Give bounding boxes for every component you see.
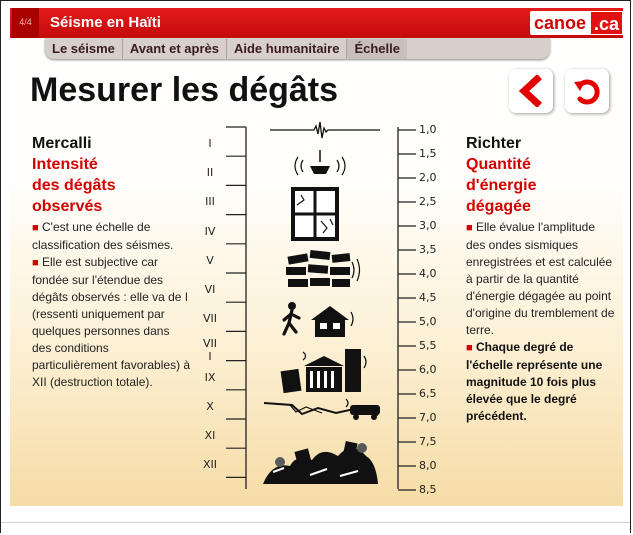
bullet-square-icon: ■ — [32, 257, 39, 269]
canoe-logo[interactable] — [530, 11, 623, 35]
mercalli-level-label: V — [206, 253, 214, 267]
bullet-square-icon: ■ — [466, 222, 473, 234]
richter-ticks — [398, 130, 416, 490]
previous-button[interactable] — [509, 69, 553, 113]
richter-column — [466, 133, 616, 425]
scale-graphic — [190, 120, 480, 500]
mercalli-level-label: VII — [202, 312, 217, 326]
brick-wall-icon — [286, 250, 360, 287]
mercalli-title: Mercalli — [32, 135, 92, 152]
slide-counter: 4/4 — [12, 8, 39, 38]
richter-bullet-1 — [466, 219, 616, 339]
falling-buildings-icon — [281, 349, 366, 393]
shaking-lamp-icon — [295, 150, 345, 175]
tab-le-seisme[interactable]: Le séisme — [45, 39, 123, 59]
richter-bullet-2 — [466, 339, 616, 425]
tab-bar — [45, 38, 550, 59]
richter-level-label: 8,5 — [419, 483, 437, 496]
ruins-icon — [263, 441, 378, 484]
seismograph-line-icon — [270, 122, 380, 138]
mercalli-level-label-wrap: I — [208, 350, 212, 364]
running-person-house-icon — [284, 302, 353, 337]
mercalli-level-label: II — [206, 166, 214, 180]
richter-level-label: 1,0 — [419, 123, 437, 136]
app-title: Séisme en Haïti — [50, 14, 161, 31]
mercalli-level-label: I — [208, 137, 212, 150]
mercalli-bullet-2-text: Elle est subjective car fondée sur l'étendue des dégâts observés : elle va de I (ressenti uniquement par quelques personnes dans des conditions particulièrement favorables) à XII (destruction totale). — [32, 255, 191, 389]
mercalli-subtitle-2: des dégâts — [32, 177, 116, 194]
mercalli-level-label: VII — [202, 337, 217, 351]
bullet-square-icon: ■ — [466, 342, 473, 354]
mercalli-level-label: III — [205, 195, 215, 209]
tab-echelle[interactable]: Échelle — [347, 39, 407, 59]
richter-level-label: 7,5 — [419, 435, 437, 448]
brand-text-canoe: canoe — [530, 11, 590, 35]
richter-subtitle-3: dégagée — [466, 198, 531, 215]
brand-text-ca: .ca — [590, 11, 623, 35]
mercalli-subtitle-3: observés — [32, 198, 103, 215]
richter-level-label: 8,0 — [419, 459, 437, 472]
richter-level-label: 3,5 — [419, 243, 437, 256]
richter-level-label: 2,5 — [419, 195, 437, 208]
chevron-left-icon — [515, 75, 547, 107]
cracked-road-car-icon — [264, 399, 380, 420]
richter-level-label: 5,0 — [419, 315, 437, 328]
richter-level-label: 5,5 — [419, 339, 437, 352]
richter-level-label: 2,0 — [419, 171, 437, 184]
mercalli-level-label: IV — [204, 224, 216, 238]
mercalli-subtitle-1: Intensité — [32, 156, 98, 173]
richter-level-label: 4,0 — [419, 267, 437, 280]
tab-avant-apres[interactable]: Avant et après — [123, 39, 227, 59]
mercalli-level-label: IX — [204, 370, 216, 384]
mercalli-bullet-2 — [32, 254, 192, 391]
richter-bullet-1-text: Elle évalue l'amplitude des ondes sismiques enregistrées et est calculée à partir de la quantité d'énergie dégagée au point d'origine du tremblement de terre. — [466, 220, 615, 337]
intensity-scale — [190, 120, 480, 500]
richter-level-label: 1,5 — [419, 147, 437, 160]
richter-level-label: 4,5 — [419, 291, 437, 304]
cracked-window-icon — [293, 189, 337, 239]
restart-button[interactable] — [565, 69, 609, 113]
page-title: Mesurer les dégâts — [30, 71, 339, 109]
richter-level-label: 7,0 — [419, 411, 437, 424]
mercalli-level-label: VI — [204, 283, 216, 296]
richter-level-label: 3,0 — [419, 219, 437, 232]
mercalli-bullet-1-text: C'est une échelle de classification des séismes. — [32, 220, 174, 252]
bullet-square-icon: ■ — [32, 222, 39, 234]
mercalli-level-label: XII — [202, 458, 218, 472]
richter-title: Richter — [466, 135, 522, 152]
mercalli-ticks — [226, 127, 246, 477]
bottom-bar — [1, 522, 630, 533]
replay-icon — [571, 75, 603, 107]
tab-aide-humanitaire[interactable]: Aide humanitaire — [227, 39, 347, 59]
mercalli-column — [32, 133, 192, 391]
richter-level-label: 6,0 — [419, 363, 437, 376]
mercalli-bullet-1 — [32, 219, 192, 254]
richter-subtitle-1: Quantité — [466, 156, 531, 173]
mercalli-level-label: X — [206, 399, 214, 413]
richter-level-label: 6,5 — [419, 387, 437, 400]
richter-subtitle-2: d'énergie — [466, 177, 537, 194]
mercalli-level-label: XI — [204, 429, 216, 442]
richter-bullet-2-text: Chaque degré de l'échelle représente une magnitude 10 fois plus élevée que le degré précédent. — [466, 340, 603, 423]
